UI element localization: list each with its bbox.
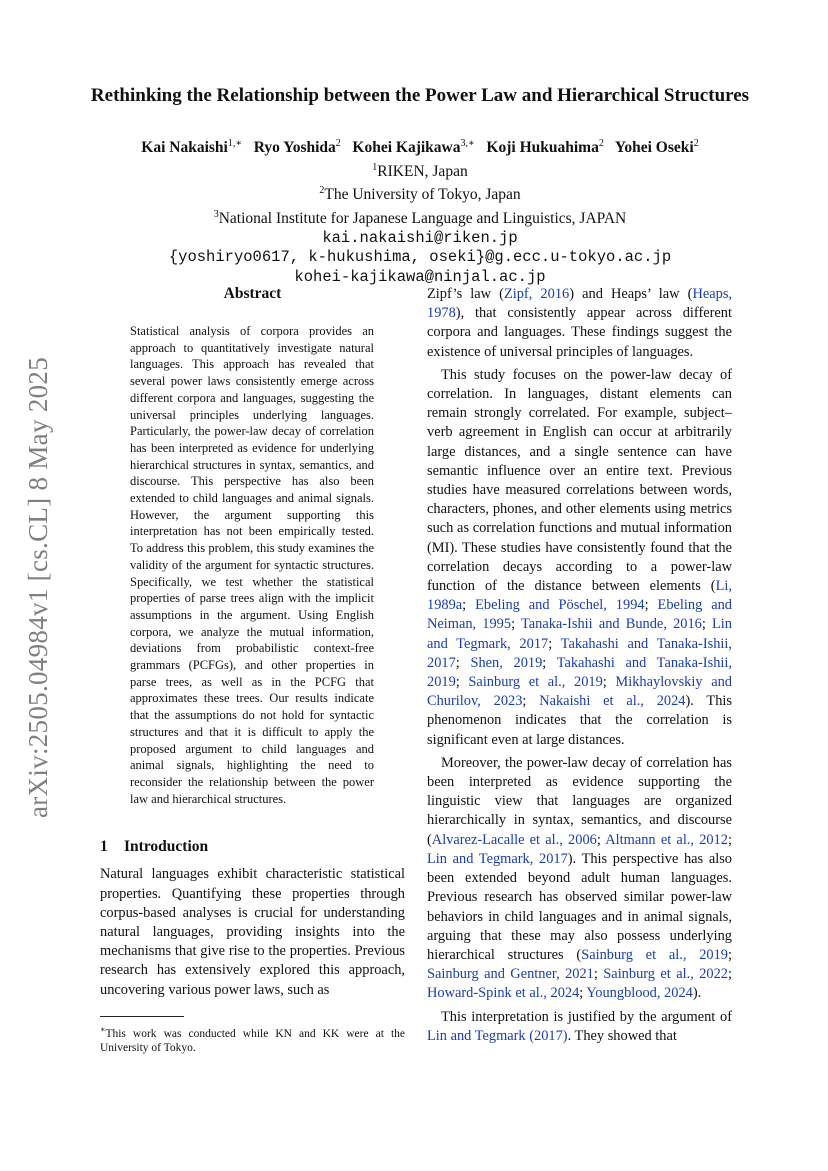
body-text: . They showed that: [567, 1027, 677, 1044]
abstract-text: Statistical analysis of corpora provides an approach to quantitatively investigate natural languages. This approach has revealed that several power laws consistently emerge across different corpora and languages, suggesting the universal principles underlying languages. Particularly, the power-law decay of correlation has been interpreted as evidence for underlying hierarchical structures in syntax, semantics, and discourse. This perspective has also been extended to child languages and animal signals. However, the argument supporting this interpretation has not been empirically tested. To address this problem, this study examines the validity of the argument for syntactic structures. Specifically, we test whether the statistical properties of parse trees align with the implicit assumptions in the argument. Using English corpora, we analyze the mutual information, deviations from probabilistic context-free grammars (PCFGs), and other properties in parse trees, as well as in the PCFG that approximates these trees. Our results indicate that the assumptions do not hold for syntactic structures and that it is difficult to apply the proposed argument to child languages and animal signals, highlighting the need to reconsider the relationship between the power law and hierarchical structures.: [130, 324, 374, 806]
body-paragraph: [427, 285, 732, 362]
author-name: Kohei Kajikawa: [352, 139, 461, 157]
footnote-mark: ∗: [100, 1024, 106, 1034]
citation-link[interactable]: Lin and Tegmark (2017): [427, 1027, 568, 1044]
body-paragraph: [427, 366, 732, 750]
affiliation: [60, 181, 780, 205]
affiliation-mark: 3: [213, 208, 219, 220]
body-text: This study focuses on the power-law decay of correlation. In languages, distant elements can remain strongly correlated. For example, subject–verb agreement in English can occur at arbitrarily large distances, and a single sentence can have semantic influence over an entire text. Previous studies have measured correlations between words, characters, phones, and other elements using metrics such as correlation functions and mutual information (MI). These studies have consistently found that the correlation decays according to a power-law function of the distance between elements (: [427, 366, 732, 595]
body-text: ;: [728, 831, 732, 848]
author-list: [60, 134, 780, 158]
author-name: Kai Nakaishi: [141, 139, 228, 157]
citation-link[interactable]: Sainburg and Gentner, 2021: [427, 966, 594, 983]
body-text: ;: [462, 597, 476, 614]
body-text: ;: [727, 966, 732, 983]
section-heading: [100, 837, 405, 857]
author-name: Yohei Oseki: [614, 139, 694, 157]
paper-title: Rethinking the Relationship between the Power Law and Hierarchical Structures: [90, 85, 750, 106]
author-email[interactable]: kai.nakaishi@riken.jp: [322, 228, 518, 247]
body-text: ) and Heaps’ law (: [569, 286, 693, 302]
author-name: Koji Hukuahima: [486, 139, 599, 157]
body-text: Moreover, the power-law decay of correlation has been interpreted as evidence supporting the linguistic view that languages are organized hierarchically in syntax, semantics, and discourse (: [427, 754, 732, 848]
author-block: [60, 134, 780, 287]
left-column: [100, 285, 405, 1056]
citation-link[interactable]: Alvarez-Lacalle et al., 2006: [431, 831, 597, 848]
citation-link[interactable]: Nakaishi et al., 2024: [539, 693, 686, 710]
affiliation-mark: 2: [319, 185, 325, 197]
author-affil-mark: 2: [693, 138, 699, 149]
citation-link[interactable]: Tanaka-Ishii and Bunde, 2016: [520, 616, 702, 633]
citation-link[interactable]: Takahashi and Tanaka-Ishii, 2017: [427, 635, 732, 671]
citation-link[interactable]: Mikhaylovskiy and Churilov, 2023: [427, 674, 732, 710]
arxiv-id: arXiv:2505.04984v1 [cs.CL] 8 May 2025: [23, 356, 54, 819]
section-title: Introduction: [124, 838, 209, 856]
citation-link[interactable]: Shen, 2019: [470, 654, 543, 671]
author-affil-mark: 3,∗: [460, 138, 475, 149]
citation-link[interactable]: Lin and Tegmark, 2017: [427, 616, 732, 652]
arxiv-sidebar-stamp: [22, 345, 56, 830]
citation-link[interactable]: Ebeling and Pöschel, 1994: [475, 597, 645, 614]
section-number: 1: [100, 838, 108, 856]
citation-link[interactable]: Howard-Spink et al., 2024: [427, 985, 580, 1002]
body-text: ;: [455, 674, 469, 691]
footnote: [100, 1023, 405, 1056]
body-text: ;: [455, 654, 471, 671]
citation-link[interactable]: Li, 1989a: [427, 578, 732, 614]
affiliation-text: The University of Tokyo, Japan: [324, 186, 521, 204]
body-text: ;: [728, 946, 732, 963]
citation-link[interactable]: Ebeling and Neiman, 1995: [427, 597, 732, 633]
body-text: ;: [548, 635, 561, 652]
footnote-text: This work was conducted while KN and KK were at the University of Tokyo.: [100, 1027, 405, 1055]
author-email[interactable]: {yoshiryo0617, k-hukushima, oseki}@g.ecc.u-tokyo.ac.jp: [168, 248, 672, 267]
body-text: ;: [522, 693, 540, 710]
citation-link[interactable]: Altmann et al., 2012: [605, 831, 728, 848]
body-text: ), that consistently appear across different corpora and languages. These findings suggest the existence of universal principles of languages.: [427, 305, 732, 360]
body-text: ;: [511, 616, 521, 633]
citation-link[interactable]: Lin and Tegmark, 2017: [427, 850, 568, 867]
body-text: ;: [593, 966, 604, 983]
citation-link[interactable]: Takahashi and Tanaka-Ishii, 2019: [427, 654, 732, 691]
body-text: This interpretation is justified by the argument of: [441, 1008, 732, 1025]
citation-link[interactable]: Heaps, 1978: [427, 286, 733, 322]
body-text: ;: [596, 831, 606, 848]
affiliation-text: National Institute for Japanese Language and Linguistics, JAPAN: [218, 210, 627, 228]
affiliation: [60, 205, 780, 229]
author-affil-mark: 2: [598, 138, 604, 149]
citation-link[interactable]: Sainburg et al., 2022: [603, 966, 728, 983]
right-column: [427, 285, 732, 1046]
author-affil-mark: 2: [335, 138, 341, 149]
body-text: ). This phenomenon indicates that the correlation is significant even at large distances.: [427, 693, 732, 748]
body-text: Zipf’s law (: [427, 286, 504, 302]
body-text: ). This perspective has also been extended beyond adult human languages. Previous research has observed similar power-law behaviors in child languages and in animal signals, arguing that these may also possess underlying hierarchical structures (: [427, 850, 732, 963]
body-text: ;: [542, 654, 557, 671]
affiliation-mark: 1: [372, 161, 378, 173]
body-text: ;: [579, 985, 587, 1002]
intro-paragraph: Natural languages exhibit characteristic statistical properties. Quantifying these properties through corpus-based analyses is crucial for understanding natural languages, providing insights into the mechanisms that give rise to the properties. Previous research has extensively explored this approach, uncovering various power laws, such as: [100, 866, 405, 998]
body-text: ).: [692, 985, 702, 1002]
abstract-heading: Abstract: [223, 285, 282, 302]
footnote-rule: [100, 1016, 184, 1017]
body-text: ;: [701, 616, 713, 633]
citation-link[interactable]: Youngblood, 2024: [586, 985, 693, 1002]
citation-link[interactable]: Sainburg et al., 2019: [581, 946, 728, 963]
author-name: Ryo Yoshida: [253, 139, 336, 157]
author-email[interactable]: kohei-kajikawa@ninjal.ac.jp: [294, 267, 546, 286]
body-paragraph: [427, 754, 732, 1004]
body-paragraph: [427, 1008, 732, 1046]
affiliation-text: RIKEN, Japan: [377, 162, 468, 180]
body-text: ;: [602, 674, 616, 691]
body-text: ;: [644, 597, 658, 614]
citation-link[interactable]: Zipf, 2016: [503, 286, 570, 302]
citation-link[interactable]: Sainburg et al., 2019: [468, 674, 603, 691]
author-affil-mark: 1,∗: [227, 138, 243, 149]
affiliation: [60, 158, 780, 182]
